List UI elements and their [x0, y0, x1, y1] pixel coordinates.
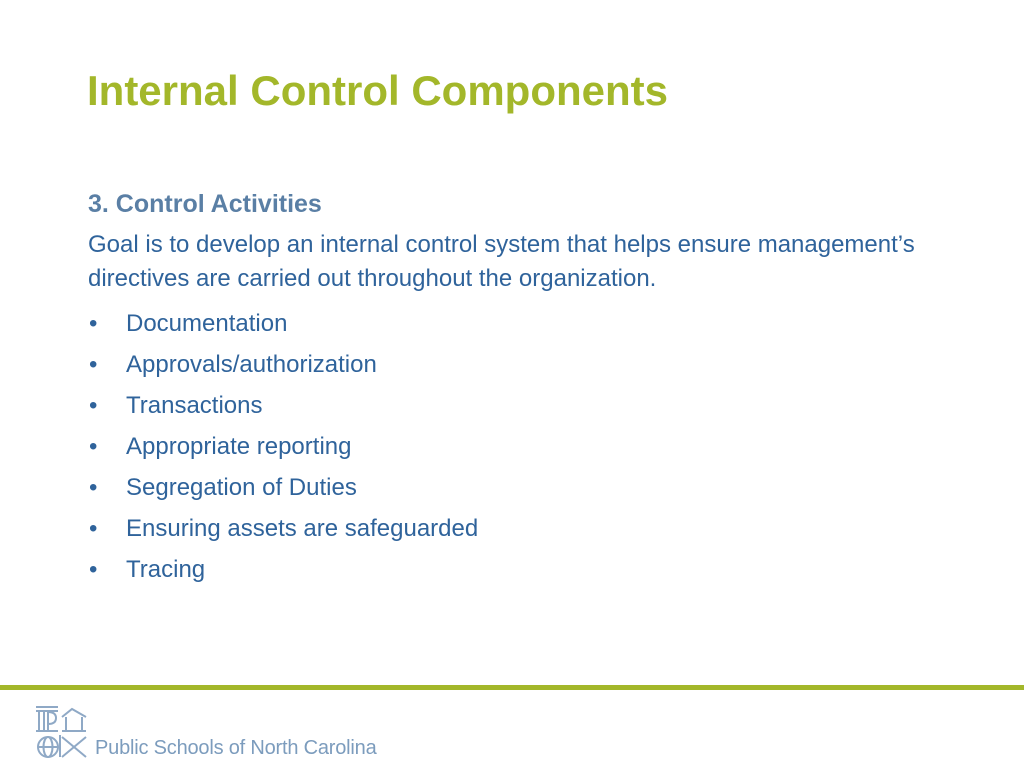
footer-divider — [0, 685, 1024, 690]
slide-content — [88, 186, 968, 590]
list-item — [88, 303, 968, 344]
bullet-list — [88, 303, 968, 590]
nc-public-schools-logo-icon — [34, 703, 88, 759]
footer-organization-name: Public Schools of North Carolina — [95, 737, 377, 759]
bullet-point: • — [89, 433, 98, 460]
list-item-label: Ensuring assets are safeguarded — [126, 515, 479, 542]
bullet-point: • — [89, 515, 98, 542]
intro-paragraph: Goal is to develop an internal control system that helps ensure management’s directives are carried out throughout the organization. — [88, 231, 915, 292]
section-heading: 3. Control Activities — [88, 190, 322, 218]
bullet-point: • — [89, 392, 98, 419]
list-item — [88, 426, 968, 467]
list-item-label: Approvals/authorization — [126, 351, 377, 378]
list-item — [88, 467, 968, 508]
slide-title: Internal Control Components — [87, 67, 668, 114]
bullet-point: • — [89, 474, 98, 501]
list-item-label: Documentation — [126, 310, 288, 337]
list-item — [88, 385, 968, 426]
list-item-label: Tracing — [126, 556, 206, 583]
list-item-label: Appropriate reporting — [126, 433, 352, 460]
list-item-label: Transactions — [126, 392, 263, 419]
list-item — [88, 508, 968, 549]
bullet-point: • — [89, 556, 98, 583]
bullet-point: • — [89, 351, 98, 378]
bullet-point: • — [89, 310, 98, 337]
list-item-label: Segregation of Duties — [126, 474, 357, 501]
list-item — [88, 549, 968, 590]
list-item — [88, 344, 968, 385]
